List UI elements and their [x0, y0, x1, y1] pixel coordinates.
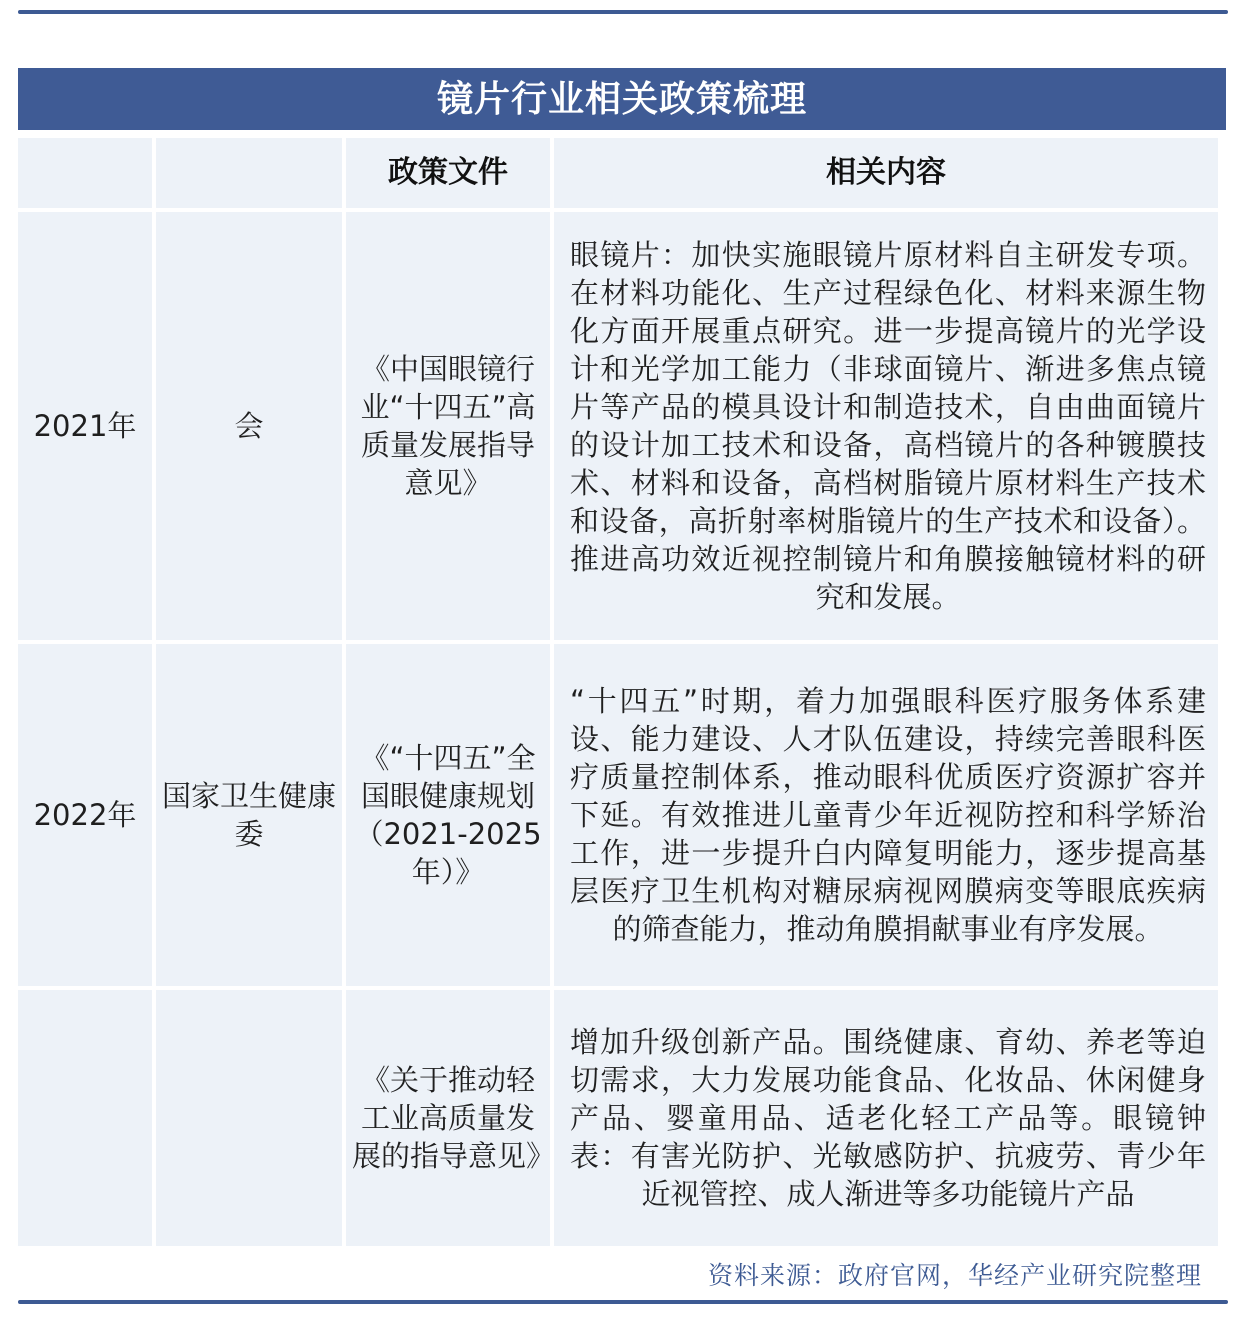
source-note: 资料来源：政府官网，华经产业研究院整理 [707, 1261, 1202, 1290]
table-row [18, 644, 1218, 986]
cell-department [156, 990, 342, 1246]
cell-department: 会 [156, 212, 342, 640]
table-row [18, 990, 1218, 1246]
cell-document: 《“十四五”全国眼健康规划（2021-2025年）》 [346, 644, 550, 986]
header-year [18, 138, 152, 208]
content-text: “十四五”时期，着力加强眼科医疗服务体系建设、能力建设、人才队伍建设，持续完善眼科医疗质量控制体系，推动眼科优质医疗资源扩容并下延。有效推进儿童青少年近视防控和科学矫治工作，进一步提升白内障复明能力，逐步提高基层医疗卫生机构对糖尿病视网膜病变等眼底疾病的筛查能力，推动角膜捐献事业有序发展。 [570, 684, 1206, 946]
page-title: 镜片行业相关政策梳理 [18, 68, 1226, 130]
cell-department: 国家卫生健康委 [156, 644, 342, 986]
policy-table [14, 134, 1222, 1250]
header-content: 相关内容 [554, 138, 1218, 208]
cell-document: 《关于推动轻工业高质量发展的指导意见》 [346, 990, 550, 1246]
header-document: 政策文件 [346, 138, 550, 208]
table-row [18, 212, 1218, 640]
cell-content [554, 644, 1218, 986]
cell-content [554, 990, 1218, 1246]
top-divider [18, 10, 1228, 14]
content-text: 眼镜片：加快实施眼镜片原材料自主研发专项。在材料功能化、生产过程绿色化、材料来源生物化方面开展重点研究。进一步提高镜片的光学设计和光学加工能力（非球面镜片、渐进多焦点镜片等产品的模具设计和制造技术，自由曲面镜片的设计加工技术和设备，高档镜片的各种镀膜技术、材料和设备，高档树脂镜片原材料生产技术和设备，高折射率树脂镜片的生产技术和设备）。推进高功效近视控制镜片和角膜接触镜材料的研究和发展。 [570, 238, 1206, 614]
table-header-row [18, 138, 1218, 208]
content-text: 增加升级创新产品。围绕健康、育幼、养老等迫切需求，大力发展功能食品、化妆品、休闲健身产品、婴童用品、适老化轻工产品等。眼镜钟表：有害光防护、光敏感防护、抗疲劳、青少年近视管控、成人渐进等多功能镜片产品 [570, 1025, 1206, 1211]
cell-year [18, 990, 152, 1246]
cell-year: 2022年 [18, 644, 152, 986]
header-department [156, 138, 342, 208]
cell-document: 《中国眼镜行业“十四五”高质量发展指导意见》 [346, 212, 550, 640]
cell-content [554, 212, 1218, 640]
cell-year: 2021年 [18, 212, 152, 640]
bottom-divider [18, 1300, 1228, 1304]
